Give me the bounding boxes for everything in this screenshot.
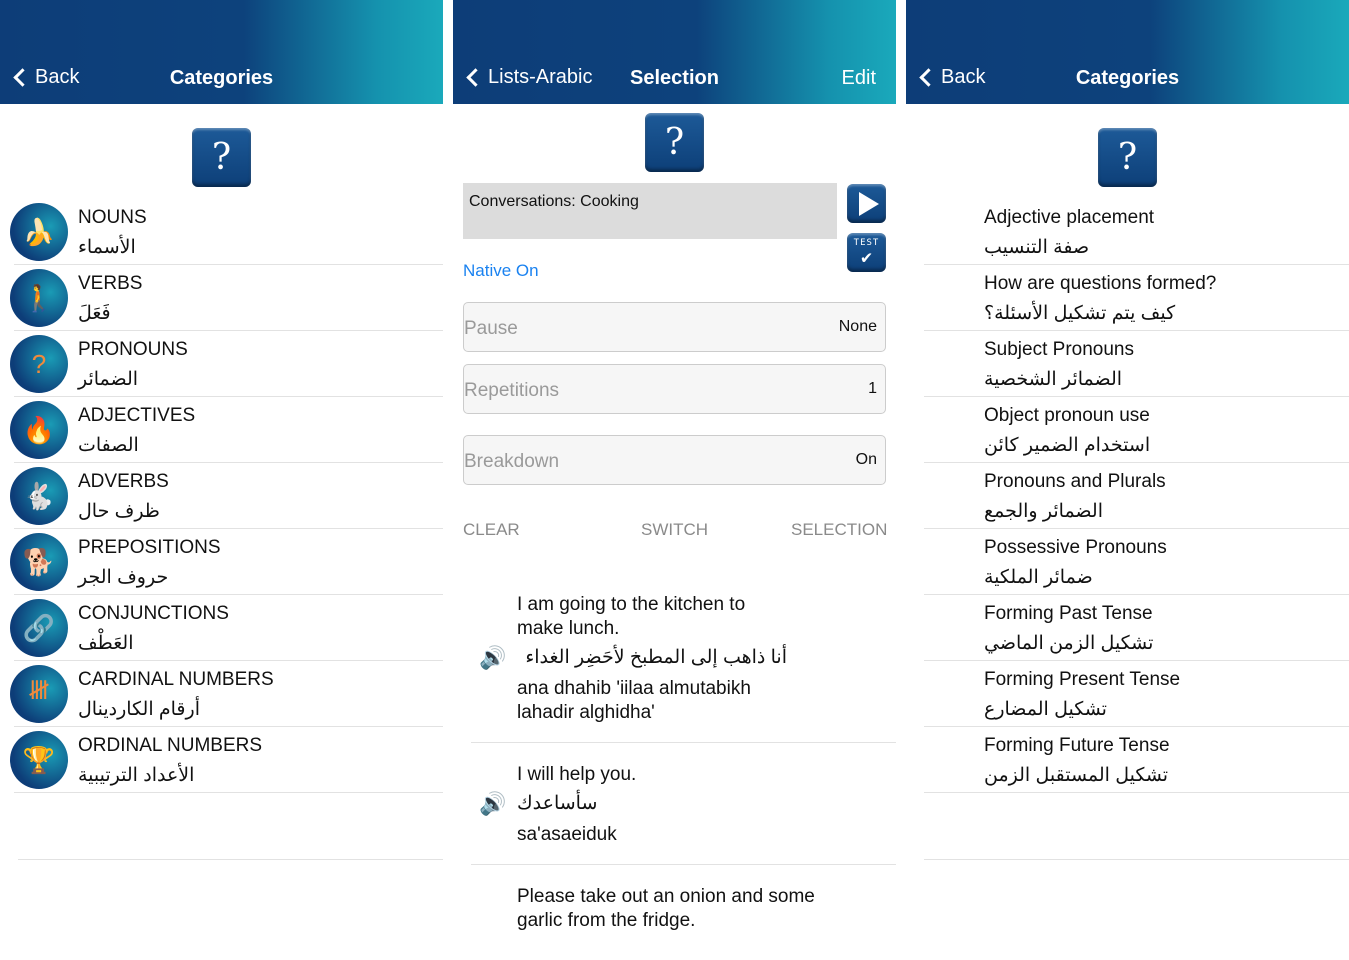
breakdown-field[interactable] <box>463 435 886 485</box>
category-arabic: كيف يتم تشكيل الأسئلة؟ <box>984 303 1176 324</box>
repetitions-field[interactable] <box>463 364 886 414</box>
category-item[interactable] <box>0 331 443 397</box>
category-english: How are questions formed? <box>984 273 1217 294</box>
back-label: Back <box>941 66 986 88</box>
category-english: Subject Pronouns <box>984 339 1134 360</box>
category-english: NOUNS <box>78 207 147 228</box>
category-icon: 🍌 <box>10 203 68 261</box>
category-item[interactable] <box>906 265 1349 331</box>
category-item[interactable] <box>0 397 443 463</box>
category-item[interactable] <box>0 661 443 727</box>
field-label: Pause <box>464 318 518 339</box>
clear-button[interactable]: CLEAR <box>463 520 520 539</box>
category-item[interactable] <box>0 265 443 331</box>
category-english: Forming Future Tense <box>984 735 1170 756</box>
categories-panel-right <box>906 0 1349 960</box>
category-arabic: الأسماء <box>78 237 136 258</box>
category-english: PRONOUNS <box>78 339 188 360</box>
category-arabic: العَطْف <box>78 633 134 654</box>
category-icon: 🏆 <box>10 731 68 789</box>
help-button[interactable]: ? <box>192 128 251 187</box>
category-arabic: الضمائر والجمع <box>984 501 1103 522</box>
category-arabic: استخدام الضمير كائن <box>984 435 1151 456</box>
selection-button[interactable]: SELECTION <box>791 520 888 539</box>
category-arabic: فَعَلَ <box>78 303 111 324</box>
category-english: CARDINAL NUMBERS <box>78 669 274 690</box>
nav-bar <box>453 0 896 104</box>
category-item[interactable] <box>0 199 443 265</box>
field-value: 1 <box>868 380 877 397</box>
category-arabic: ظرف حال <box>78 501 160 522</box>
divider <box>924 792 1349 793</box>
play-icon <box>859 192 879 216</box>
play-button[interactable] <box>847 184 886 223</box>
category-english: ADJECTIVES <box>78 405 196 426</box>
page-title: Categories <box>1075 67 1180 89</box>
speaker-icon[interactable]: 🔊 <box>479 645 507 670</box>
test-button[interactable] <box>847 233 886 272</box>
speaker-icon[interactable]: 🔊 <box>479 791 507 816</box>
switch-button[interactable]: SWITCH <box>641 520 709 539</box>
category-arabic: الضمائر الشخصية <box>984 369 1123 390</box>
phrase-transliteration: ana dhahib 'iilaa almutabikh lahadir alghidha' <box>517 678 751 723</box>
category-english: Pronouns and Plurals <box>984 471 1166 492</box>
selection-panel <box>453 0 896 960</box>
category-item[interactable] <box>906 595 1349 661</box>
category-icon: ? <box>10 335 68 393</box>
phrase-transliteration: sa'asaeiduk <box>517 824 617 845</box>
category-arabic: حروف الجر <box>78 567 169 588</box>
category-english: Object pronoun use <box>984 405 1150 426</box>
category-item[interactable] <box>906 661 1349 727</box>
help-button[interactable]: ? <box>645 113 704 172</box>
category-english: Forming Past Tense <box>984 603 1153 624</box>
category-arabic: الصفات <box>78 435 139 456</box>
native-toggle[interactable]: Native On <box>463 261 539 280</box>
checkmark-icon: ✔ <box>861 246 872 268</box>
category-item[interactable] <box>906 331 1349 397</box>
category-icon: 🐕 <box>10 533 68 591</box>
phrase-english: I am going to the kitchen to make lunch. <box>517 594 746 639</box>
category-arabic: تشكيل الزمن الماضي <box>984 633 1154 654</box>
category-icon: 🔗 <box>10 599 68 657</box>
page-title: Selection <box>630 67 719 89</box>
phrase-english: I will help you. <box>517 764 637 785</box>
category-item[interactable] <box>0 595 443 661</box>
field-label: Repetitions <box>464 380 560 401</box>
category-english: Adjective placement <box>984 207 1155 228</box>
category-english: Forming Present Tense <box>984 669 1181 690</box>
category-item[interactable] <box>0 529 443 595</box>
edit-button[interactable]: Edit <box>841 67 876 89</box>
category-item[interactable] <box>906 727 1349 793</box>
category-icon: 𝍸 <box>10 665 68 723</box>
category-english: ORDINAL NUMBERS <box>78 735 263 756</box>
nav-bar <box>0 0 443 104</box>
phrase-english[interactable]: Please take out an onion and some garlic from the fridge. <box>517 886 815 931</box>
categories-panel-left <box>0 0 443 960</box>
back-label: Back <box>35 66 80 88</box>
category-english: PREPOSITIONS <box>78 537 221 558</box>
page-title: Categories <box>169 67 274 89</box>
list-name-box[interactable]: Conversations: Cooking <box>463 183 837 239</box>
phrase-arabic: أنا ذاهب إلى المطبخ لأحَضِر الغداء <box>525 647 787 668</box>
divider <box>14 792 443 793</box>
category-arabic: أرقام الكاردينال <box>78 699 200 720</box>
category-icon: 🐇 <box>10 467 68 525</box>
category-arabic: تشكيل المستقبل الزمن <box>984 765 1169 786</box>
category-item[interactable] <box>906 397 1349 463</box>
category-item[interactable] <box>906 529 1349 595</box>
category-arabic: تشكيل المضارع <box>984 699 1107 720</box>
field-value: On <box>855 451 877 468</box>
category-arabic: ضمائر الملكية <box>984 567 1093 588</box>
category-arabic: الضمائر <box>78 369 139 390</box>
phrase-arabic: سأساعدك <box>517 793 598 814</box>
category-english: VERBS <box>78 273 143 294</box>
category-english: Possessive Pronouns <box>984 537 1167 558</box>
field-label: Breakdown <box>464 451 560 472</box>
category-icon: 🔥 <box>10 401 68 459</box>
field-value: None <box>838 318 877 335</box>
category-item[interactable] <box>0 463 443 529</box>
back-label: Lists-Arabic <box>488 66 593 88</box>
category-english: ADVERBS <box>78 471 169 492</box>
pause-field[interactable] <box>463 302 886 352</box>
category-item[interactable] <box>906 463 1349 529</box>
category-arabic: صفة التنسيب <box>984 237 1090 258</box>
category-english: CONJUNCTIONS <box>78 603 229 624</box>
help-button[interactable]: ? <box>1098 128 1157 187</box>
category-icon: 🚶 <box>10 269 68 327</box>
nav-bar <box>906 0 1349 104</box>
test-label: TEST <box>853 237 880 248</box>
category-arabic: الأعداد الترتيبية <box>78 765 195 786</box>
category-item[interactable] <box>0 727 443 793</box>
category-item[interactable] <box>906 199 1349 265</box>
